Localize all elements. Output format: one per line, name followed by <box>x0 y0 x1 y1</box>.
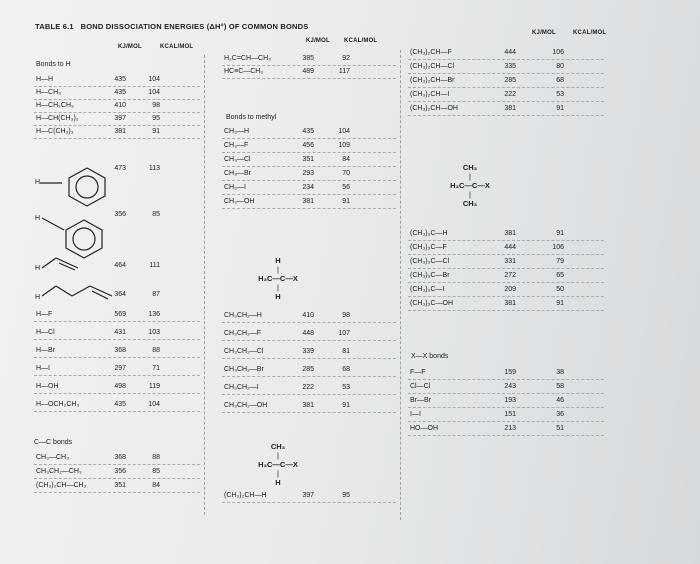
bond-label: H₂C=CH—CH₃ <box>224 55 271 62</box>
table-row <box>34 466 200 479</box>
kj-value: 339 <box>302 348 314 355</box>
bond-label: (CH₃)₃C—H <box>410 230 448 237</box>
bond-label: HC≡C—CH₃ <box>224 68 264 75</box>
kj-value: 351 <box>114 482 126 489</box>
table-row <box>222 328 396 341</box>
kj-value: 431 <box>114 329 126 336</box>
bond-label: (CH₃)₂CH—H <box>224 492 267 499</box>
kj-value: 213 <box>504 425 516 432</box>
bond-label: (CH₃)₃C—OH <box>410 300 454 307</box>
phenyl-bond-icon <box>40 181 64 185</box>
kj-value: 435 <box>114 401 126 408</box>
kcal-value: 91 <box>556 105 564 112</box>
table-row <box>222 346 396 359</box>
table-row <box>34 260 200 272</box>
kj-value: 498 <box>114 383 126 390</box>
table-row <box>222 53 396 66</box>
benzyl-h-label: H <box>35 215 41 222</box>
kj-value: 285 <box>302 366 314 373</box>
table-row <box>34 381 200 394</box>
kcal-value: 92 <box>342 55 350 62</box>
table-title <box>35 22 308 31</box>
kcal-value: 81 <box>342 348 350 355</box>
kcal-value: 95 <box>342 492 350 499</box>
kcal-value: 106 <box>552 49 564 56</box>
table-row <box>34 327 200 340</box>
bond-label: (CH₃)₃C—I <box>410 286 445 293</box>
kj-value: 356 <box>114 468 126 475</box>
kj-value: 435 <box>114 89 126 96</box>
iso-struct-top: CH₃ <box>270 442 286 451</box>
section-xx-bonds: X—X bonds <box>411 353 449 360</box>
kj-value: 435 <box>302 128 314 135</box>
ethyl-struct-bot: H <box>275 292 281 301</box>
kj-value: 381 <box>302 402 314 409</box>
bond-label: H—H <box>36 76 54 83</box>
section-bonds-to-methyl: Bonds to methyl <box>226 114 277 121</box>
table-row <box>408 256 604 269</box>
col1-kj-header: KJ/MOL <box>118 44 142 50</box>
kj-value: 234 <box>302 184 314 191</box>
bond-label: CH₃—Br <box>224 170 251 177</box>
bond-label: HO—OH <box>410 425 438 432</box>
kj-value: 243 <box>504 383 516 390</box>
tert-struct-bot: CH₃ <box>462 199 478 208</box>
kcal-value: 98 <box>342 312 350 319</box>
kcal-value: 91 <box>152 128 160 135</box>
table-row <box>222 154 396 167</box>
kcal-value: 91 <box>556 230 564 237</box>
kcal-value: 103 <box>148 329 160 336</box>
kj-value: 489 <box>302 68 314 75</box>
kcal-value: 88 <box>152 347 160 354</box>
table-row <box>408 381 604 394</box>
kcal-value: 109 <box>338 142 350 149</box>
kj-value: 335 <box>504 63 516 70</box>
table-row <box>408 270 604 283</box>
bond-label: (CH₃)₂CH—OH <box>410 105 458 112</box>
bond-label: (CH₃)₂CH—Cl <box>410 63 455 70</box>
col1-kcal-header: KCAL/MOL <box>160 44 194 50</box>
table-row <box>222 140 396 153</box>
kj-value: 351 <box>302 156 314 163</box>
bond-label: H—Cl <box>36 329 55 336</box>
bond-label: H—CH₃ <box>36 89 62 96</box>
col2-kcal-header: KCAL/MOL <box>344 38 378 44</box>
kj-value: 151 <box>504 411 516 418</box>
kcal-value: 85 <box>152 211 160 218</box>
table-row <box>408 242 604 255</box>
kcal-value: 113 <box>148 165 160 172</box>
bond-label: CH₃CH₂—I <box>224 384 259 391</box>
kj-value: 569 <box>114 311 126 318</box>
kcal-value: 50 <box>556 286 564 293</box>
kcal-value: 36 <box>556 411 564 418</box>
ethyl-struct-top: H <box>275 256 281 265</box>
table-row <box>408 284 604 297</box>
table-row <box>408 47 604 60</box>
table-row <box>222 490 396 503</box>
bond-label: CH₃CH₂—F <box>224 330 262 337</box>
bond-label: H—CH(CH₃)₂ <box>36 115 79 122</box>
kcal-value: 111 <box>149 262 160 269</box>
kcal-value: 80 <box>556 63 564 70</box>
kcal-value: 38 <box>556 369 564 376</box>
kj-value: 410 <box>114 102 126 109</box>
column-divider-2 <box>400 50 401 520</box>
ethyl-struct-mid: H₃C—C—X <box>258 274 298 283</box>
table-row <box>34 399 200 412</box>
kj-value: 410 <box>302 312 314 319</box>
bond-label: H—F <box>36 311 53 318</box>
kj-value: 159 <box>504 369 516 376</box>
kj-value: 368 <box>114 454 126 461</box>
kj-value: 381 <box>114 128 126 135</box>
kcal-value: 104 <box>148 401 160 408</box>
table-row <box>222 364 396 377</box>
bond-label: H—C(CH₃)₃ <box>36 128 74 135</box>
tert-struct-mid: H₃C—C—X <box>450 181 490 190</box>
kcal-value: 106 <box>552 244 564 251</box>
kcal-value: 136 <box>148 311 160 318</box>
table-row <box>408 298 604 311</box>
table-row <box>222 196 396 209</box>
kcal-value: 46 <box>556 397 564 404</box>
kj-value: 464 <box>114 262 126 269</box>
kcal-value: 119 <box>148 383 160 390</box>
kcal-value: 84 <box>342 156 350 163</box>
table-row <box>408 61 604 74</box>
kcal-value: 91 <box>342 198 350 205</box>
kcal-value: 91 <box>342 402 350 409</box>
table-row <box>408 75 604 88</box>
table-row <box>408 103 604 116</box>
table-row <box>222 310 396 323</box>
kj-value: 381 <box>302 198 314 205</box>
kj-value: 209 <box>504 286 516 293</box>
kj-value: 368 <box>114 347 126 354</box>
table-number: TABLE 6.1 <box>35 22 74 31</box>
table-row <box>408 89 604 102</box>
kj-value: 272 <box>504 272 516 279</box>
iso-struct-bot: H <box>275 478 281 487</box>
kj-value: 364 <box>114 291 126 298</box>
kj-value: 193 <box>504 397 516 404</box>
kcal-value: 53 <box>342 384 350 391</box>
kj-value: 444 <box>504 49 516 56</box>
section-cc-bonds: C—C bonds <box>34 439 73 446</box>
bond-label: H—CH₂CH₃ <box>36 102 74 109</box>
table-row <box>408 228 604 241</box>
table-row <box>34 163 200 175</box>
kj-value: 456 <box>302 142 314 149</box>
table-row <box>408 367 604 380</box>
table-row <box>408 409 604 422</box>
bond-label: H—I <box>36 365 50 372</box>
kj-value: 381 <box>504 300 516 307</box>
kj-value: 222 <box>302 384 314 391</box>
kj-value: 381 <box>504 105 516 112</box>
table-row <box>34 100 200 113</box>
kj-value: 285 <box>504 77 516 84</box>
bond-label: (CH₃)₃C—Cl <box>410 258 450 265</box>
bond-label: H—Br <box>36 347 56 354</box>
bond-label: H—OCH₂CH₃ <box>36 401 80 408</box>
bond-label: CH₃CH₂—Cl <box>224 348 264 355</box>
kj-value: 435 <box>114 76 126 83</box>
kj-value: 397 <box>302 492 314 499</box>
kcal-value: 104 <box>338 128 350 135</box>
table-row <box>34 113 200 126</box>
table-row <box>34 452 200 465</box>
bond-label: CH₃CH₂—H <box>224 312 262 319</box>
iso-struct-mid: H₃C—C—X <box>258 460 298 469</box>
tert-struct-top: CH₃ <box>462 163 478 172</box>
table-row <box>34 126 200 139</box>
table-row <box>408 395 604 408</box>
kj-value: 385 <box>302 55 314 62</box>
vinyl-h-label: H <box>35 265 41 272</box>
bond-label: CH₃CH₂—OH <box>224 402 268 409</box>
bond-label: CH₃—H <box>224 128 250 135</box>
col3-kcal-header: KCAL/MOL <box>573 30 607 36</box>
kcal-value: 68 <box>342 366 350 373</box>
kcal-value: 79 <box>556 258 564 265</box>
bond-label: (CH₃)₂CH—F <box>410 49 452 56</box>
table-row <box>34 345 200 358</box>
bond-label: F—F <box>410 369 426 376</box>
table-row <box>222 168 396 181</box>
bond-label: (CH₃)₂CH—CH₃ <box>36 482 87 489</box>
kj-value: 448 <box>302 330 314 337</box>
bond-label: I—I <box>410 411 421 418</box>
tert-butyl-structure: CH₃ | H₃C—C—X | CH₃ <box>440 163 500 208</box>
bond-label: (CH₃)₃C—Br <box>410 272 450 279</box>
kcal-value: 95 <box>152 115 160 122</box>
bond-label: (CH₃)₂CH—Br <box>410 77 455 84</box>
table-row <box>222 126 396 139</box>
kcal-value: 56 <box>342 184 350 191</box>
kj-value: 331 <box>504 258 516 265</box>
kcal-value: 104 <box>148 89 160 96</box>
col3-kj-header: KJ/MOL <box>532 30 556 36</box>
bond-label: Br—Br <box>410 397 431 404</box>
kj-value: 473 <box>114 165 126 172</box>
kj-value: 381 <box>504 230 516 237</box>
table-row <box>34 209 200 221</box>
kcal-value: 68 <box>556 77 564 84</box>
ethyl-structure: H | H₃C—C—X | H <box>248 256 308 301</box>
table-row <box>34 309 200 322</box>
section-bonds-to-h: Bonds to H <box>36 61 71 68</box>
kcal-value: 85 <box>152 468 160 475</box>
kcal-value: 107 <box>338 330 350 337</box>
table-row <box>222 382 396 395</box>
bond-label: CH₃—I <box>224 184 246 191</box>
table-row <box>408 423 604 436</box>
table-caption: BOND DISSOCIATION ENERGIES (ΔH°) OF COMMON BONDS <box>80 22 309 31</box>
col2-kj-header: KJ/MOL <box>306 38 330 44</box>
table-row <box>34 87 200 100</box>
allyl-h-label: H <box>35 294 41 301</box>
bond-label: CH₃—OH <box>224 198 255 205</box>
table-row <box>34 363 200 376</box>
bond-label: (CH₃)₂CH—I <box>410 91 450 98</box>
bond-label: Cl—Cl <box>410 383 431 390</box>
bond-label: CH₃—Cl <box>224 156 251 163</box>
kcal-value: 70 <box>342 170 350 177</box>
kcal-value: 87 <box>152 291 160 298</box>
bond-label: H—OH <box>36 383 59 390</box>
isopropyl-structure: CH₃ | H₃C—C—X | H <box>248 442 308 487</box>
kcal-value: 84 <box>152 482 160 489</box>
kcal-value: 91 <box>556 300 564 307</box>
kj-value: 293 <box>302 170 314 177</box>
kj-value: 297 <box>114 365 126 372</box>
bond-label: CH₃—F <box>224 142 249 149</box>
column-divider-1 <box>204 55 205 515</box>
table-row <box>222 182 396 195</box>
kcal-value: 104 <box>148 76 160 83</box>
kcal-value: 88 <box>152 454 160 461</box>
kcal-value: 51 <box>556 425 564 432</box>
bond-label: CH₃CH₂—CH₃ <box>36 468 82 475</box>
kcal-value: 71 <box>152 365 160 372</box>
kcal-value: 65 <box>556 272 564 279</box>
kcal-value: 98 <box>152 102 160 109</box>
kcal-value: 53 <box>556 91 564 98</box>
table-row <box>34 74 200 87</box>
bond-label: CH₃—CH₃ <box>36 454 69 461</box>
phenyl-h-label: H <box>35 179 41 186</box>
table-row <box>222 66 396 79</box>
kcal-value: 117 <box>338 68 350 75</box>
kj-value: 397 <box>114 115 126 122</box>
bond-label: (CH₃)₃C—F <box>410 244 447 251</box>
table-row <box>222 400 396 413</box>
table-row <box>34 480 200 493</box>
kj-value: 444 <box>504 244 516 251</box>
table-row <box>34 289 200 301</box>
kcal-value: 58 <box>556 383 564 390</box>
bond-label: CH₃CH₂—Br <box>224 366 264 373</box>
kj-value: 356 <box>114 211 126 218</box>
kj-value: 222 <box>504 91 516 98</box>
